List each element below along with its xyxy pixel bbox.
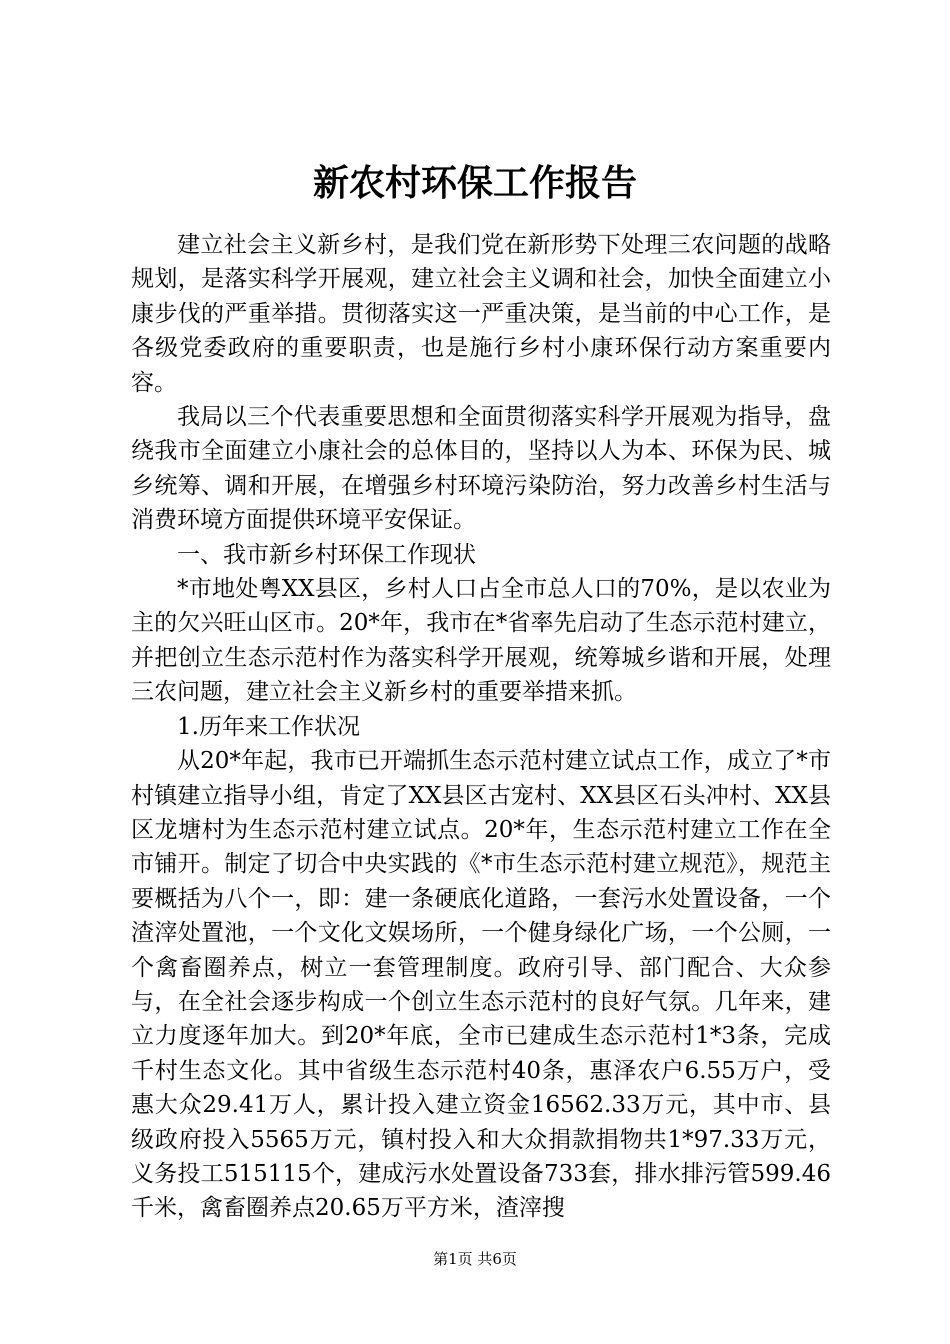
document-body [131, 228, 831, 1226]
document-title: 新农村环保工作报告 [312, 162, 637, 204]
paragraph-guidance: 我局以三个代表重要思想和全面贯彻落实科学开展观为指导，盘绕我市全面建立小康社会的总体目的，坚持以人为本、环保为民、城乡统筹、调和开展，在增强乡村环境污染防治，努力改善乡村生活与消费环境方面提供环境平安保证。 [131, 404, 831, 534]
paragraph-history: 从20*年起，我市已开端抓生态示范村建立试点工作，成立了*市村镇建立指导小组，肯定了XX县区古宠村、XX县区石头冲村、XX县区龙塘村为生态示范村建立试点。20*年，生态示范村建立工作在全市铺开。制定了切合中央实践的《*市生态示范村建立规范》，规范主要概括为八个一，即：建一条硬底化道路，一套污水处置设备，一个渣滓处置池，一个文化文娱场所，一个健身绿化广场，一个公厕，一个禽畜圈养点，树立一套管理制度。政府引导、部门配合、大众参与，在全社会逐步构成一个创立生态示范村的良好气氛。几年来，建立力度逐年加大。到20*年底，全市已建成生态示范村1*3条，完成千村生态文化。其中省级生态示范村40条，惠泽农户6.55万户，受惠大众29.41万人，累计投入建立资金16562.33万元，其中市、县级政府投入5565万元，镇村投入和大众捐款捐物共1*97.33万元，义务投工515115个，建成污水处置设备733套，排水排污管599.46千米，禽畜圈养点20.65万平方米，渣滓搜 [131, 748, 831, 1222]
section-heading-1: 一、我市新乡村环保工作现状 [177, 541, 476, 568]
paragraph-intro: 建立社会主义新乡村，是我们党在新形势下处理三农问题的战略规划，是落实科学开展观，建立社会主义调和社会，加快全面建立小康步伐的严重举措。贯彻落实这一严重决策，是当前的中心工作，是各级党委政府的重要职责，也是施行乡村小康环保行动方案重要内容。 [131, 232, 831, 396]
subsection-heading-1: 1.历年来工作状况 [177, 713, 360, 740]
page-footer: 第1页 共6页 [433, 1250, 517, 1268]
paragraph-status: *市地处粤XX县区，乡村人口占全市总人口的70%，是以农业为主的欠兴旺山区市。20*年，我市在*省率先启动了生态示范村建立，并把创立生态示范村作为落实科学开展观，统筹城乡谐和开展，处理三农问题，建立社会主义新乡村的重要举措来抓。 [131, 576, 831, 706]
